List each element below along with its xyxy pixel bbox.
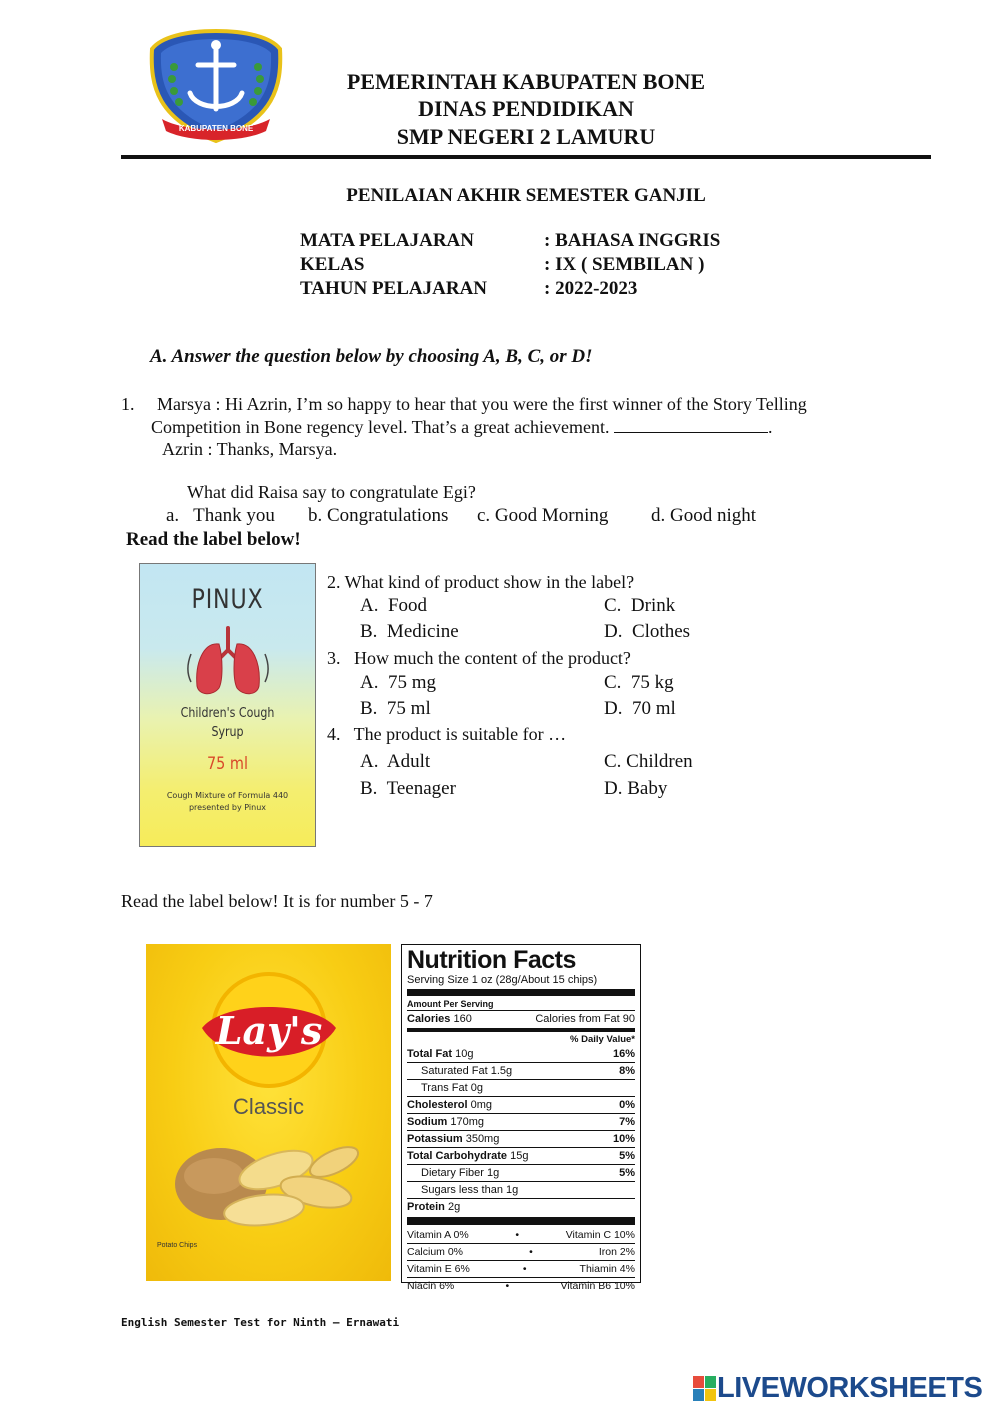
footer-text: English Semester Test for Ninth – Ernawati bbox=[121, 1316, 400, 1329]
vitamin-right: Vitamin B6 10% bbox=[560, 1280, 635, 1292]
q2-text: 2. What kind of product show in the label? bbox=[327, 572, 635, 592]
q3-option-c[interactable]: C. 75 kg bbox=[604, 672, 674, 693]
amount-per-serving: Amount Per Serving bbox=[407, 999, 494, 1009]
nutrient-name bbox=[421, 1182, 518, 1198]
regency-logo bbox=[146, 27, 286, 145]
nutrient-name bbox=[407, 1097, 492, 1113]
nutrient-label: Sodium bbox=[407, 1116, 448, 1128]
vitamin-row bbox=[407, 1260, 635, 1277]
q1-line-2 bbox=[151, 416, 773, 438]
vitamin-right: Vitamin C 10% bbox=[565, 1229, 635, 1241]
nutrient-percent: 7% bbox=[619, 1116, 635, 1128]
section-a-instruction: A. Answer the question below by choosing A, B, C, or D! bbox=[150, 346, 593, 367]
vitamin-left: Vitamin E 6% bbox=[407, 1263, 470, 1275]
pinux-name-line-1: Children's Cough bbox=[180, 706, 275, 721]
bullet-icon: • bbox=[522, 1263, 527, 1275]
nutrient-label: Protein bbox=[407, 1201, 445, 1213]
q1-line-3: Azrin : Thanks, Marsya. bbox=[162, 439, 338, 459]
chips-small-text: Potato Chips bbox=[157, 1242, 198, 1249]
nutrient-row bbox=[407, 1198, 635, 1215]
bullet-icon: • bbox=[515, 1229, 520, 1241]
nutrient-row bbox=[407, 1062, 635, 1079]
nutrient-label: Cholesterol bbox=[407, 1099, 468, 1111]
nutrient-label: Trans Fat bbox=[421, 1082, 468, 1094]
nutrient-percent: 8% bbox=[619, 1065, 635, 1077]
nutrient-label: Total Fat bbox=[407, 1048, 453, 1060]
nutrient-amount: 10g bbox=[455, 1048, 474, 1060]
nutrient-label: Total Carbohydrate bbox=[407, 1150, 508, 1162]
vitamin-row bbox=[407, 1243, 635, 1260]
vitamin-right: Iron 2% bbox=[598, 1246, 635, 1258]
nutrient-label: Potassium bbox=[407, 1133, 463, 1145]
pinux-brand: PINUX bbox=[191, 584, 264, 615]
q1-question: What did Raisa say to congratulate Egi? bbox=[187, 482, 476, 502]
exam-title: PENILAIAN AKHIR SEMESTER GANJIL bbox=[346, 185, 706, 206]
nutrient-rows bbox=[407, 1046, 635, 1215]
nutrient-amount: 0g bbox=[470, 1082, 483, 1094]
nutrient-amount: 350mg bbox=[465, 1133, 500, 1145]
nutrient-row bbox=[407, 1130, 635, 1147]
chips-brand: Lay's bbox=[215, 1008, 323, 1053]
nutrient-row bbox=[407, 1113, 635, 1130]
nutrient-label: Saturated Fat bbox=[421, 1065, 488, 1077]
info-subject bbox=[300, 230, 720, 252]
info-key: MATA PELAJARAN bbox=[300, 230, 474, 251]
calories-value: 160 bbox=[453, 1013, 472, 1025]
nutrient-percent: 16% bbox=[612, 1048, 635, 1060]
liveworksheets-logo-icon bbox=[693, 1376, 717, 1402]
q4-text: 4. The product is suitable for … bbox=[327, 724, 567, 744]
vitamin-left: Vitamin A 0% bbox=[407, 1229, 469, 1241]
q2-option-d[interactable]: D. Clothes bbox=[604, 621, 691, 642]
nutrient-name bbox=[407, 1114, 484, 1130]
nutrient-amount: 2g bbox=[447, 1201, 461, 1213]
chips-bag-image bbox=[146, 944, 391, 1281]
nutrition-facts-label bbox=[401, 944, 641, 1292]
info-key: KELAS bbox=[300, 254, 365, 275]
calories-from-fat: Calories from Fat 90 bbox=[535, 1013, 635, 1025]
q2-option-c[interactable]: C. Drink bbox=[604, 595, 676, 616]
bullet-icon: • bbox=[505, 1280, 510, 1292]
q1-option-d[interactable]: d. Good night bbox=[651, 505, 757, 526]
nutrient-percent: 10% bbox=[612, 1133, 635, 1145]
q1-option-a[interactable]: a. Thank you bbox=[166, 505, 275, 526]
q1-line-2-end: . bbox=[768, 417, 773, 437]
header-line-3: SMP NEGERI 2 LAMURU bbox=[396, 124, 656, 149]
nutrient-row bbox=[407, 1147, 635, 1164]
pinux-product-name bbox=[153, 704, 302, 742]
nutrient-percent: 5% bbox=[619, 1150, 635, 1162]
lungs-icon bbox=[187, 624, 269, 704]
nutrient-name bbox=[407, 1199, 460, 1215]
q2-option-b[interactable]: B. Medicine bbox=[360, 621, 459, 642]
q3-option-d[interactable]: D. 70 ml bbox=[604, 698, 676, 719]
header-divider bbox=[121, 155, 931, 159]
q1-line-2-text: Competition in Bone regency level. That’s a great achievement. bbox=[151, 417, 610, 437]
nutrient-row bbox=[407, 1181, 635, 1198]
info-value: : BAHASA INGGRIS bbox=[544, 230, 721, 251]
liveworksheets-watermark bbox=[693, 1372, 982, 1405]
nutrient-name bbox=[407, 1148, 528, 1164]
q1-option-c[interactable]: c. Good Morning bbox=[477, 505, 609, 526]
q1-option-b[interactable]: b. Congratulations bbox=[308, 505, 449, 526]
read-label-heading-2: Read the label below! It is for number 5 - 7 bbox=[121, 891, 433, 911]
header-line-2: DINAS PENDIDIKAN bbox=[418, 96, 634, 121]
header-line-1: PEMERINTAH KABUPATEN BONE bbox=[346, 69, 706, 94]
q2-option-a[interactable]: A. Food bbox=[360, 595, 428, 616]
nutrient-name bbox=[421, 1165, 499, 1181]
vitamin-left: Calcium 0% bbox=[407, 1246, 464, 1258]
potato-chips-image bbox=[166, 1132, 371, 1247]
vitamin-row bbox=[407, 1277, 635, 1294]
nutrient-amount: 15g bbox=[510, 1150, 529, 1162]
nutrient-amount: 170mg bbox=[450, 1116, 485, 1128]
bullet-icon: • bbox=[529, 1246, 533, 1258]
pinux-volume: 75 ml bbox=[206, 754, 249, 774]
calories-label: Calories bbox=[407, 1013, 451, 1025]
info-year bbox=[300, 278, 637, 300]
nutrient-row bbox=[407, 1079, 635, 1096]
nutrient-row bbox=[407, 1046, 635, 1062]
vitamin-right: Thiamin 4% bbox=[579, 1263, 635, 1275]
calories-row bbox=[407, 1010, 635, 1027]
thick-divider bbox=[407, 989, 635, 996]
logo-text: KABUPATEN BONE bbox=[178, 124, 254, 133]
mid-divider bbox=[407, 1028, 635, 1032]
nutrient-amount: 1.5g bbox=[490, 1065, 513, 1077]
watermark-text: LIVEWORKSHEETS bbox=[717, 1372, 983, 1404]
q4-option-b[interactable]: B. Teenager bbox=[360, 778, 456, 799]
daily-value-header: % Daily Value* bbox=[570, 1034, 635, 1045]
chips-variant: Classic bbox=[233, 1094, 304, 1119]
pinux-note-line-2: presented by Pinux bbox=[188, 803, 267, 812]
thick-divider bbox=[407, 1217, 635, 1225]
nutrient-row bbox=[407, 1096, 635, 1113]
nutrient-label: Sugars bbox=[421, 1184, 456, 1196]
info-value: : 2022-2023 bbox=[544, 278, 638, 299]
q4-option-d[interactable]: D. Baby bbox=[604, 778, 668, 799]
vitamin-left: Niacin 6% bbox=[407, 1280, 455, 1292]
info-class bbox=[300, 254, 704, 276]
q1-line-1: 1. Marsya : Hi Azrin, I’m so happy to hear that you were the first winner of the Story Telling bbox=[121, 394, 807, 414]
q1-answer-blank[interactable] bbox=[614, 416, 768, 433]
q3-option-a[interactable]: A. 75 mg bbox=[360, 672, 436, 693]
nutrient-amount: 0mg bbox=[470, 1099, 492, 1111]
info-key: TAHUN PELAJARAN bbox=[300, 278, 488, 299]
nutrient-name bbox=[421, 1080, 483, 1096]
nutrient-amount: less than 1g bbox=[458, 1184, 519, 1196]
pinux-name-line-2: Syrup bbox=[211, 725, 244, 740]
nutrient-percent: 0% bbox=[619, 1099, 635, 1111]
nutrient-name bbox=[421, 1063, 512, 1079]
nutrition-title: Nutrition Facts bbox=[407, 946, 576, 974]
nutrient-label: Dietary Fiber bbox=[421, 1167, 484, 1179]
nutrient-amount: 1g bbox=[487, 1167, 500, 1179]
vitamin-rows bbox=[407, 1227, 635, 1294]
q4-option-a[interactable]: A. Adult bbox=[360, 751, 431, 772]
serving-size: Serving Size 1 oz (28g/About 15 chips) bbox=[407, 974, 598, 986]
pinux-note bbox=[140, 790, 315, 814]
nutrient-percent: 5% bbox=[619, 1167, 635, 1179]
read-label-heading: Read the label below! bbox=[126, 529, 301, 550]
nutrient-row bbox=[407, 1164, 635, 1181]
pinux-syrup-label bbox=[139, 563, 316, 847]
nutrient-name bbox=[407, 1131, 499, 1147]
vitamin-row bbox=[407, 1227, 635, 1243]
nutrient-name bbox=[407, 1046, 473, 1062]
pinux-note-line-1: Cough Mixture of Formula 440 bbox=[166, 791, 289, 800]
chips-logo bbox=[194, 970, 344, 1095]
q3-option-b[interactable]: B. 75 ml bbox=[360, 698, 431, 719]
q3-text: 3. How much the content of the product? bbox=[327, 648, 631, 668]
info-value: : IX ( SEMBILAN ) bbox=[544, 254, 705, 275]
q4-option-c[interactable]: C. Children bbox=[604, 751, 693, 772]
